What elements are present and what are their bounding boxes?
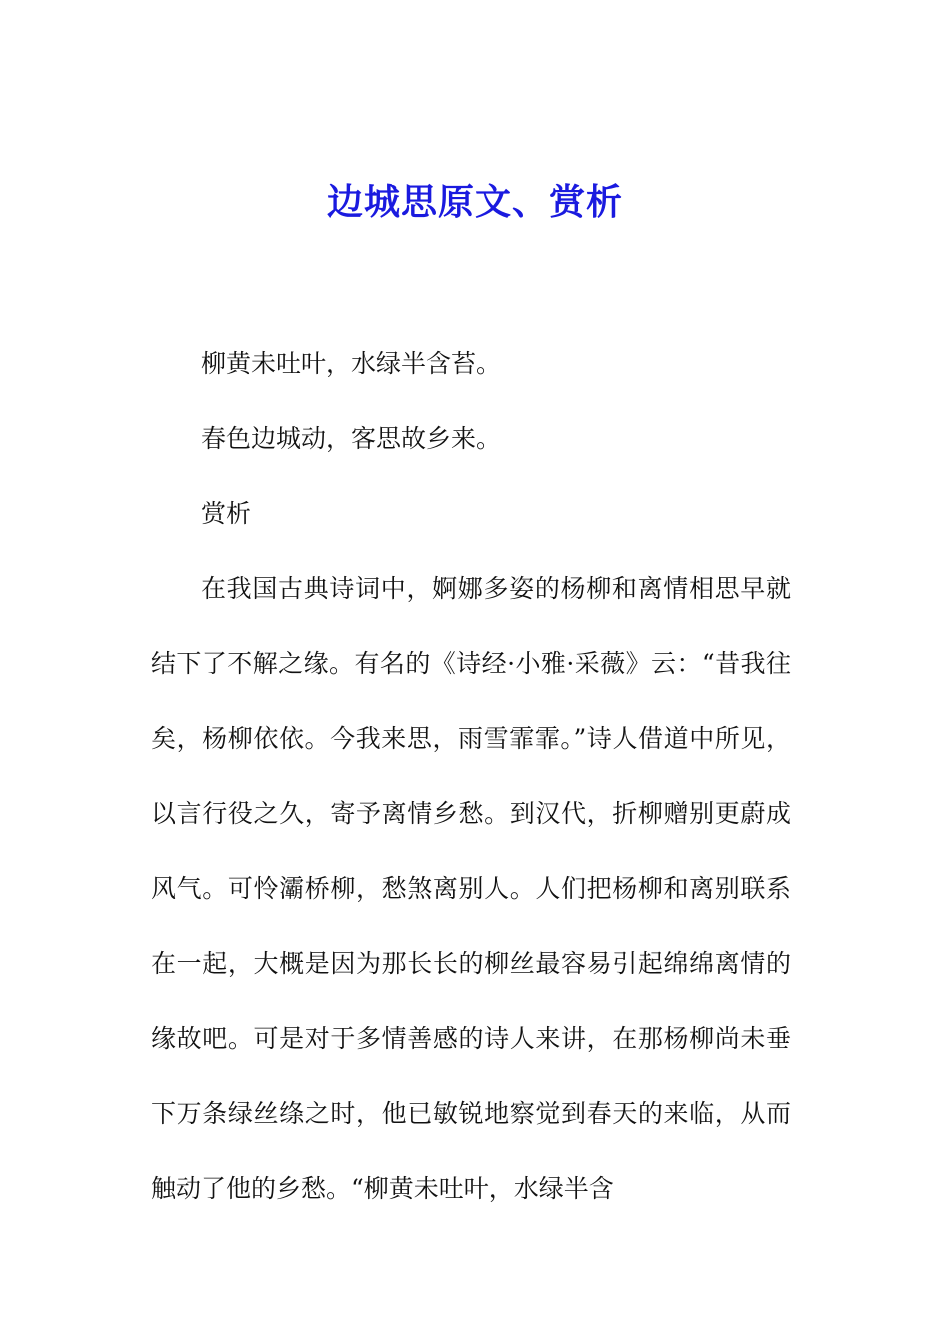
appreciation-paragraph: 在我国古典诗词中，婀娜多姿的杨柳和离情相思早就结下了不解之缘。有名的《诗经·小雅·采薇》云：“昔我往矣，杨柳依依。今我来思，雨雪霏霏。”诗人借道中所见，以言行役之久，寄予离情乡愁。到汉代，折柳赠别更蔚成风气。可怜灞桥柳，愁煞离别人。人们把杨柳和离别联系在一起，大概是因为那长长的柳丝最容易引起绵绵离情的缘故吧。可是对于多情善感的诗人来讲，在那杨柳尚未垂下万条绿丝绦之时，他已敏锐地察觉到春天的来临，从而触动了他的乡愁。“柳黄未吐叶，水绿半含 (151, 574, 791, 1203)
document-title: 边城思原文、赏析 (326, 181, 623, 223)
poem-line-1: 柳黄未吐叶，水绿半含苔。 (201, 349, 502, 378)
poem-line-2: 春色边城动，客思故乡来。 (201, 424, 502, 453)
document-body (151, 326, 791, 1226)
section-heading-appreciation: 赏析 (201, 499, 252, 528)
